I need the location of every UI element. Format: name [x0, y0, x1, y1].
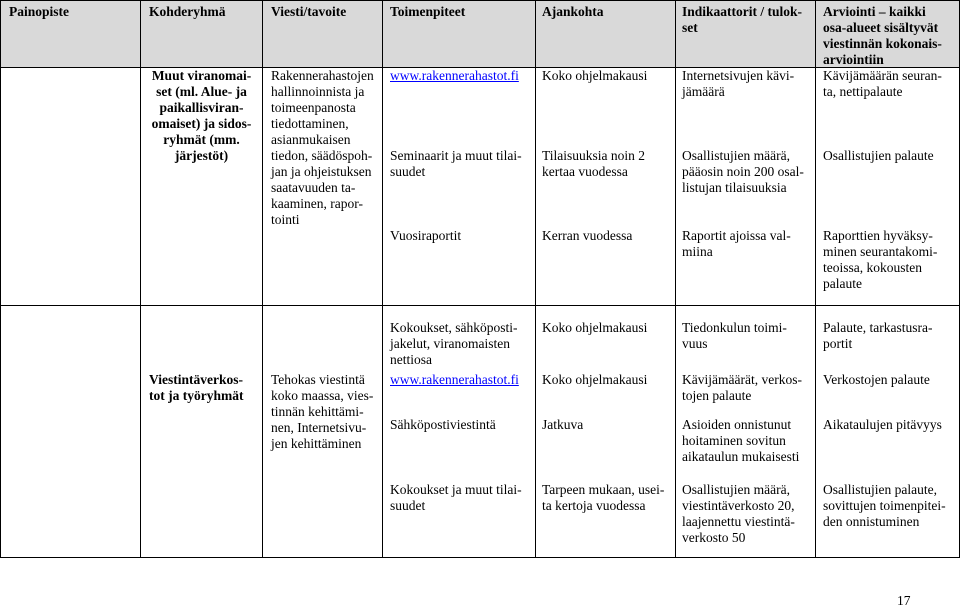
table-header-row [0, 0, 960, 67]
message-goal-text: Tehokas viestintä koko maassa, vies- tinnän kehittämi- nen, Internetsivu- jen kehittäminen [271, 372, 374, 451]
schedule-text: Kerran vuodessa [542, 228, 633, 243]
cell-ajankohta [535, 306, 675, 557]
evaluation-text: Verkostojen palaute [823, 372, 930, 387]
website-link[interactable]: www.rakennerahastot.fi [390, 68, 519, 83]
cell-indikaattorit [675, 306, 815, 557]
schedule-text: Tarpeen mukaan, usei- ta kertoja vuodessa [542, 482, 665, 513]
header-toimenpiteet: Toimenpiteet [390, 4, 466, 19]
measure-text: Kokoukset ja muut tilai- suudet [390, 482, 522, 513]
header-ajankohta: Ajankohta [542, 4, 604, 19]
cell-arviointi [815, 68, 960, 305]
target-group-text: Viestintäverkos- tot ja työryhmät [149, 372, 244, 403]
schedule-text: Koko ohjelmakausi [542, 68, 648, 83]
table-row [0, 305, 960, 558]
header-arviointi: Arviointi – kaikki osa-alueet sisältyvät viestinnän kokonais- arviointiin [823, 4, 942, 67]
indicator-text: Raportit ajoissa val- miina [682, 228, 791, 259]
cell-kohderyhma [140, 306, 262, 557]
evaluation-text: Raporttien hyväksy- minen seurantakomi- teoissa, kokousten palaute [823, 228, 938, 291]
cell-toimenpiteet [382, 306, 535, 557]
evaluation-text: Aikataulujen pitävyys [823, 417, 942, 432]
cell-viesti-tavoite [262, 306, 382, 557]
header-cell-viesti-tavoite [262, 1, 382, 67]
evaluation-text: Kävijämäärän seuran- ta, nettipalaute [823, 68, 942, 99]
schedule-text: Tilaisuuksia noin 2 kertaa vuodessa [542, 148, 646, 179]
indicator-text: Osallistujien määrä, viestintäverkosto 20, laajennettu viestintä- verkosto 50 [682, 482, 795, 545]
indicator-text: Kävijämäärät, verkos- tojen palaute [682, 372, 802, 403]
header-cell-arviointi [815, 1, 960, 67]
indicator-text: Internetsivujen kävi- jämäärä [682, 68, 795, 99]
header-cell-toimenpiteet [382, 1, 535, 67]
header-cell-kohderyhma [140, 1, 262, 67]
header-viesti-tavoite: Viesti/tavoite [271, 4, 347, 19]
schedule-text: Koko ohjelmakausi [542, 320, 648, 335]
page-number: 17 [897, 593, 911, 608]
indicator-text: Asioiden onnistunut hoitaminen sovitun aikataulun mukaisesti [682, 417, 800, 464]
header-indikaattorit: Indikaattorit / tulok- set [682, 4, 803, 35]
measure-text: Kokoukset, sähköposti- jakelut, viranomaisten nettiosa [390, 320, 518, 367]
evaluation-text: Osallistujien palaute [823, 148, 934, 163]
indicator-text: Tiedonkulun toimi- vuus [682, 320, 787, 351]
cell-indikaattorit [675, 68, 815, 305]
cell-toimenpiteet [382, 68, 535, 305]
evaluation-text: Osallistujien palaute, sovittujen toimenpitei- den onnistuminen [823, 482, 946, 529]
table-row [0, 67, 960, 305]
cell-painopiste [0, 68, 140, 305]
header-cell-painopiste [0, 1, 140, 67]
cell-kohderyhma [140, 68, 262, 305]
cell-arviointi [815, 306, 960, 557]
website-link[interactable]: www.rakennerahastot.fi [390, 372, 519, 387]
message-goal-text: Rakennerahastojen hallinnoinnista ja toimeenpanosta tiedottaminen, asianmukaisen tiedon, säädöspoh- jan ja ohjeistuksen saatavuuden ta- kaaminen, rapor- tointi [271, 68, 374, 227]
schedule-text: Koko ohjelmakausi [542, 372, 648, 387]
measure-text: Sähköpostiviestintä [390, 417, 496, 432]
measure-text: Vuosiraportit [390, 228, 462, 243]
measure-text: Seminaarit ja muut tilai- suudet [390, 148, 522, 179]
cell-viesti-tavoite [262, 68, 382, 305]
evaluation-text: Palaute, tarkastusra- portit [823, 320, 933, 351]
cell-painopiste [0, 306, 140, 557]
header-cell-ajankohta [535, 1, 675, 67]
header-painopiste: Painopiste [9, 4, 70, 19]
indicator-text: Osallistujien määrä, pääosin noin 200 osal- listujan tilaisuuksia [682, 148, 804, 195]
cell-ajankohta [535, 68, 675, 305]
header-kohderyhma: Kohderyhmä [149, 4, 226, 19]
target-group-text: Muut viranomai- set (ml. Alue- ja paikallisviran- omaiset) ja sidos- ryhmät (mm. järjestöt) [151, 68, 252, 163]
header-cell-indikaattorit [675, 1, 815, 67]
schedule-text: Jatkuva [542, 417, 584, 432]
